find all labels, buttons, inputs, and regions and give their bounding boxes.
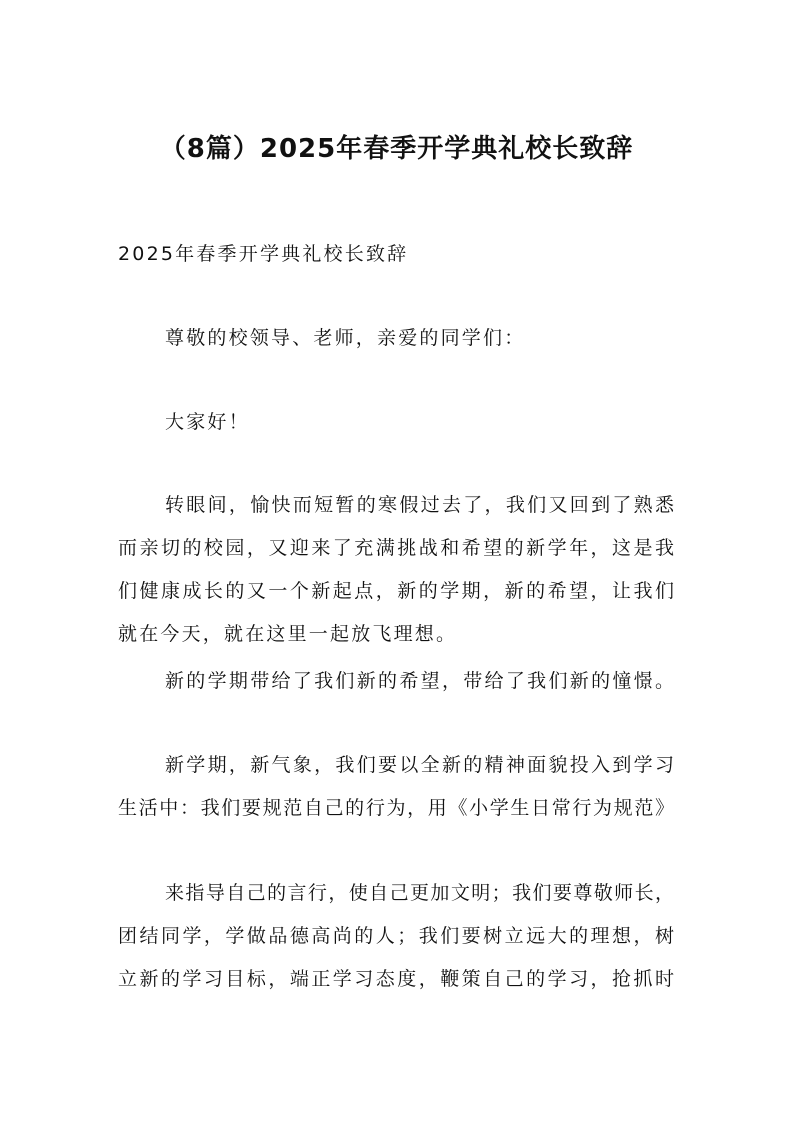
heading-text: 2025年春季开学典礼校长致辞 <box>118 243 409 265</box>
section-heading <box>118 233 674 276</box>
text-line: 团结同学，学做品德高尚的人；我们要树立远大的理想，树 <box>118 925 674 947</box>
text-line: 尊敬的校领导、老师，亲爱的同学们： <box>165 327 526 349</box>
text-line: 大家好！ <box>165 411 250 433</box>
text-line: 就在今天，就在这里一起放飞理想。 <box>118 623 458 645</box>
text-line: 新的学期带给了我们新的希望，带给了我们新的憧憬。 <box>165 670 674 692</box>
text-line: 而亲切的校园，又迎来了充满挑战和希望的新学年，这是我 <box>118 537 674 559</box>
document-title: （8篇）2025年春季开学典礼校长致辞 <box>159 134 634 164</box>
text-line: 们健康成长的又一个新起点，新的学期，新的希望，让我们 <box>118 580 674 602</box>
text-line: 来指导自己的言行，使自己更加文明；我们要尊敬师长， <box>165 882 674 904</box>
paragraph-salutation <box>118 317 674 360</box>
paragraph-1 <box>118 484 674 656</box>
paragraph-greeting <box>118 401 674 444</box>
paragraph-4 <box>118 872 674 1001</box>
text-line: 转眼间，愉快而短暂的寒假过去了，我们又回到了熟悉 <box>165 494 674 516</box>
paragraph-2 <box>118 660 674 703</box>
paragraph-3 <box>118 744 674 830</box>
text-line: 新学期，新气象，我们要以全新的精神面貌投入到学习 <box>165 754 674 776</box>
text-line: 生活中：我们要规范自己的行为，用《小学生日常行为规范》 <box>118 797 674 819</box>
text-line: 立新的学习目标，端正学习态度，鞭策自己的学习，抢抓时 <box>118 968 674 990</box>
